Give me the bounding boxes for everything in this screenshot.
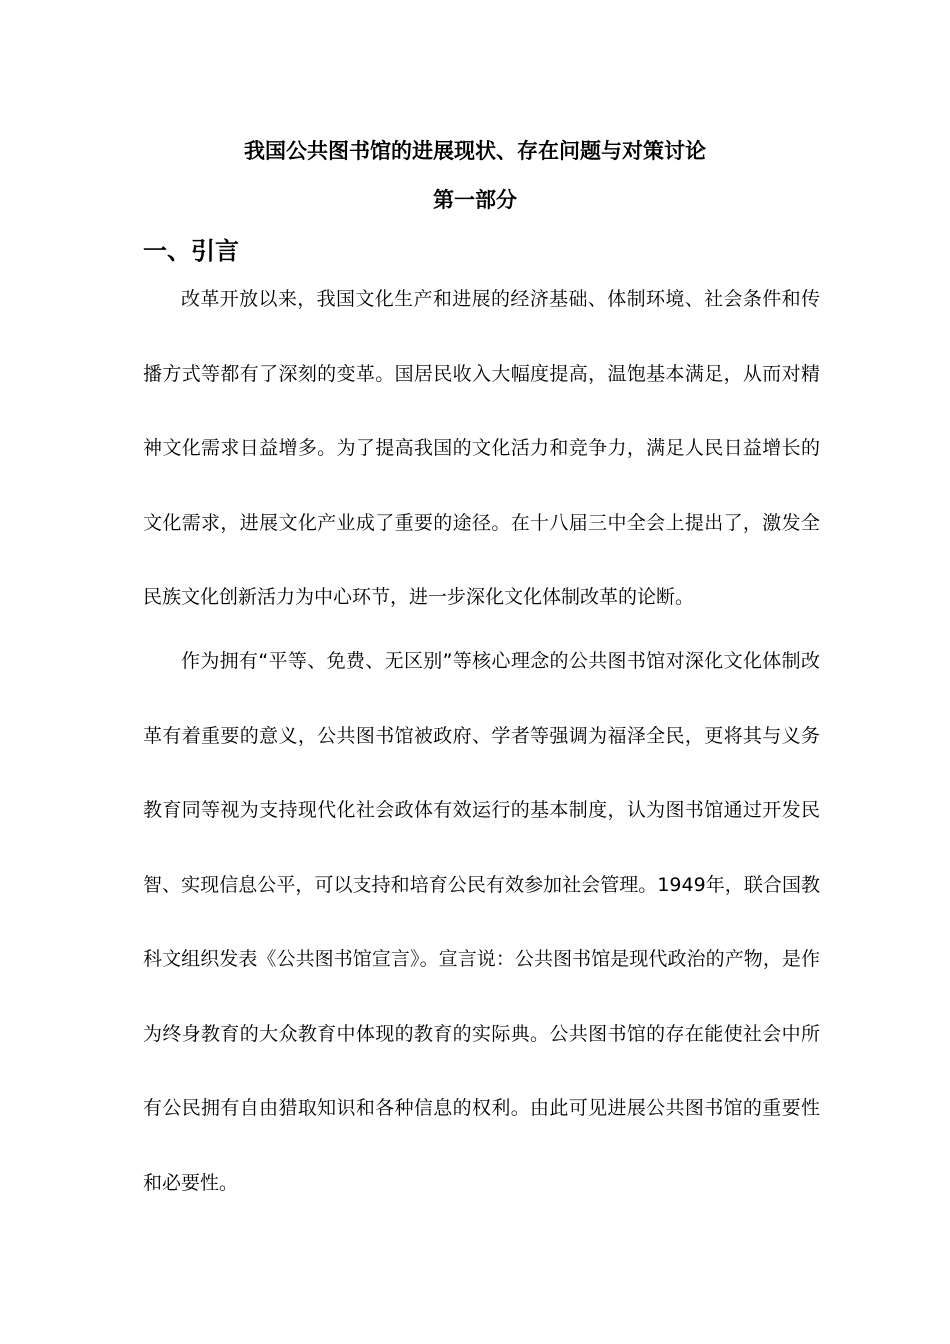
document-title: 我国公共图书馆的进展现状、存在问题与对策讨论 (244, 139, 706, 163)
section-heading: 一、引言 (143, 237, 239, 265)
paragraph-library-significance: 作为拥有“平等、免费、无区别”等核心理念的公共图书馆对深化文化体制改革有着重要的意义，公共图书馆被政府、学者等强调为福泽全民，更将其与义务教育同等视为支持现代化社会政体有效运行的基本制度，认为图书馆通过开发民智、实现信息公平，可以支持和培育公民有效参加社会管理。1949年，联合国教科文组织发表《公共图书馆宣言》。宣言说：公共图书馆是现代政治的产物，是作为终身教育的大众教育中体现的教育的实际典。公共图书馆的存在能使社会中所有公民拥有自由猎取知识和各种信息的权利。由此可见进展公共图书馆的重要性和必要性。 (143, 650, 820, 1194)
part-title: 第一部分 (433, 188, 517, 212)
paragraph-intro: 改革开放以来，我国文化生产和进展的经济基础、体制环境、社会条件和传播方式等都有了深刻的变革。国居民收入大幅度提高，温饱基本满足，从而对精神文化需求日益增多。为了提高我国的文化活力和竞争力，满足人民日益增长的文化需求，进展文化产业成了重要的途径。在十八届三中全会上提出了，激发全民族文化创新活力为中心环节，进一步深化文化体制改革的论断。 (143, 288, 820, 608)
